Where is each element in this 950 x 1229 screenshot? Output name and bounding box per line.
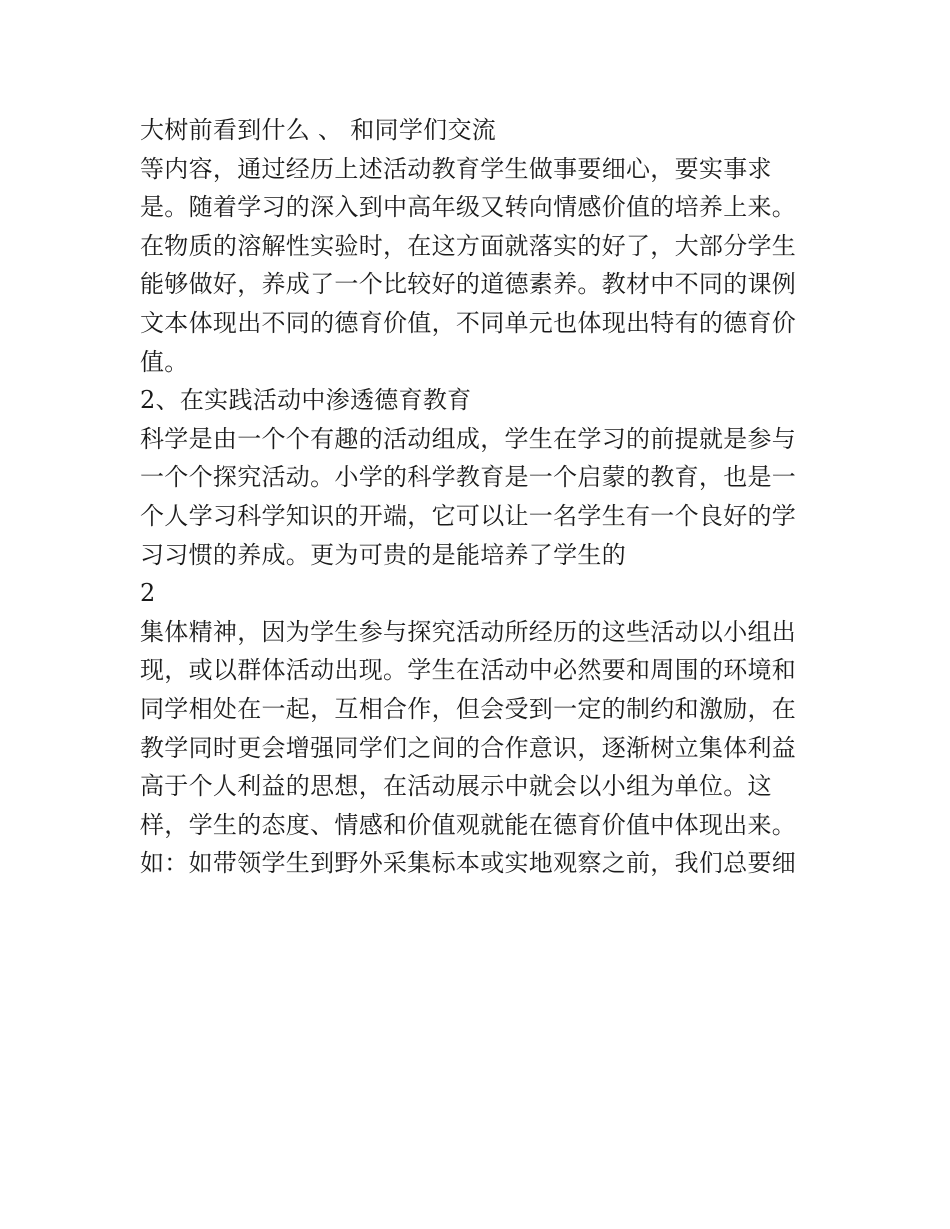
text-line: 是。随着学习的深入到中高年级又转向情感价值的培养上来。 — [140, 193, 797, 222]
text-line: 文本体现出不同的德育价值，不同单元也体现出特有的德育价 — [140, 308, 797, 337]
text-line: 科学是由一个个有趣的活动组成，学生在学习的前提就是参与 — [140, 424, 797, 453]
text-line: 一个个探究活动。小学的科学教育是一个启蒙的教育，也是一 — [140, 463, 797, 492]
text-line: 如：如带领学生到野外采集标本或实地观察之前，我们总要细 — [140, 849, 797, 878]
text-line: 现，或以群体活动出现。学生在活动中必然要和周围的环境和 — [140, 656, 797, 685]
text-line: 在物质的溶解性实验时，在这方面就落实的好了，大部分学生 — [140, 231, 797, 260]
body-text — [140, 111, 820, 883]
text-line: 高于个人利益的思想，在活动展示中就会以小组为单位。这 — [140, 772, 772, 801]
text-line: 值。 — [140, 347, 189, 376]
text-line: 集体精神，因为学生参与探究活动所经历的这些活动以小组出 — [140, 617, 797, 646]
text-line: 样，学生的态度、情感和价值观就能在德育价值中体现出来。 — [140, 810, 797, 839]
text-line: 等内容，通过经历上述活动教育学生做事要细心，要实事求 — [140, 154, 772, 183]
text-line: 同学相处在一起，互相合作，但会受到一定的制约和激励，在 — [140, 694, 797, 723]
text-line: 习习惯的养成。更为可贵的是能培养了学生的 — [140, 540, 626, 569]
text-line: 能够做好，养成了一个比较好的道德素养。教材中不同的课例 — [140, 270, 797, 299]
text-line: 个人学习科学知识的开端，它可以让一名学生有一个良好的学 — [140, 501, 797, 530]
text-line: 教学同时更会增强同学们之间的合作意识，逐渐树立集体利益 — [140, 733, 797, 762]
section-heading: 2、在实践活动中渗透德育教育 — [140, 386, 472, 415]
text-line: 大树前看到什么 、 和同学们交流 — [140, 116, 497, 144]
page-number: 2 — [140, 579, 156, 608]
